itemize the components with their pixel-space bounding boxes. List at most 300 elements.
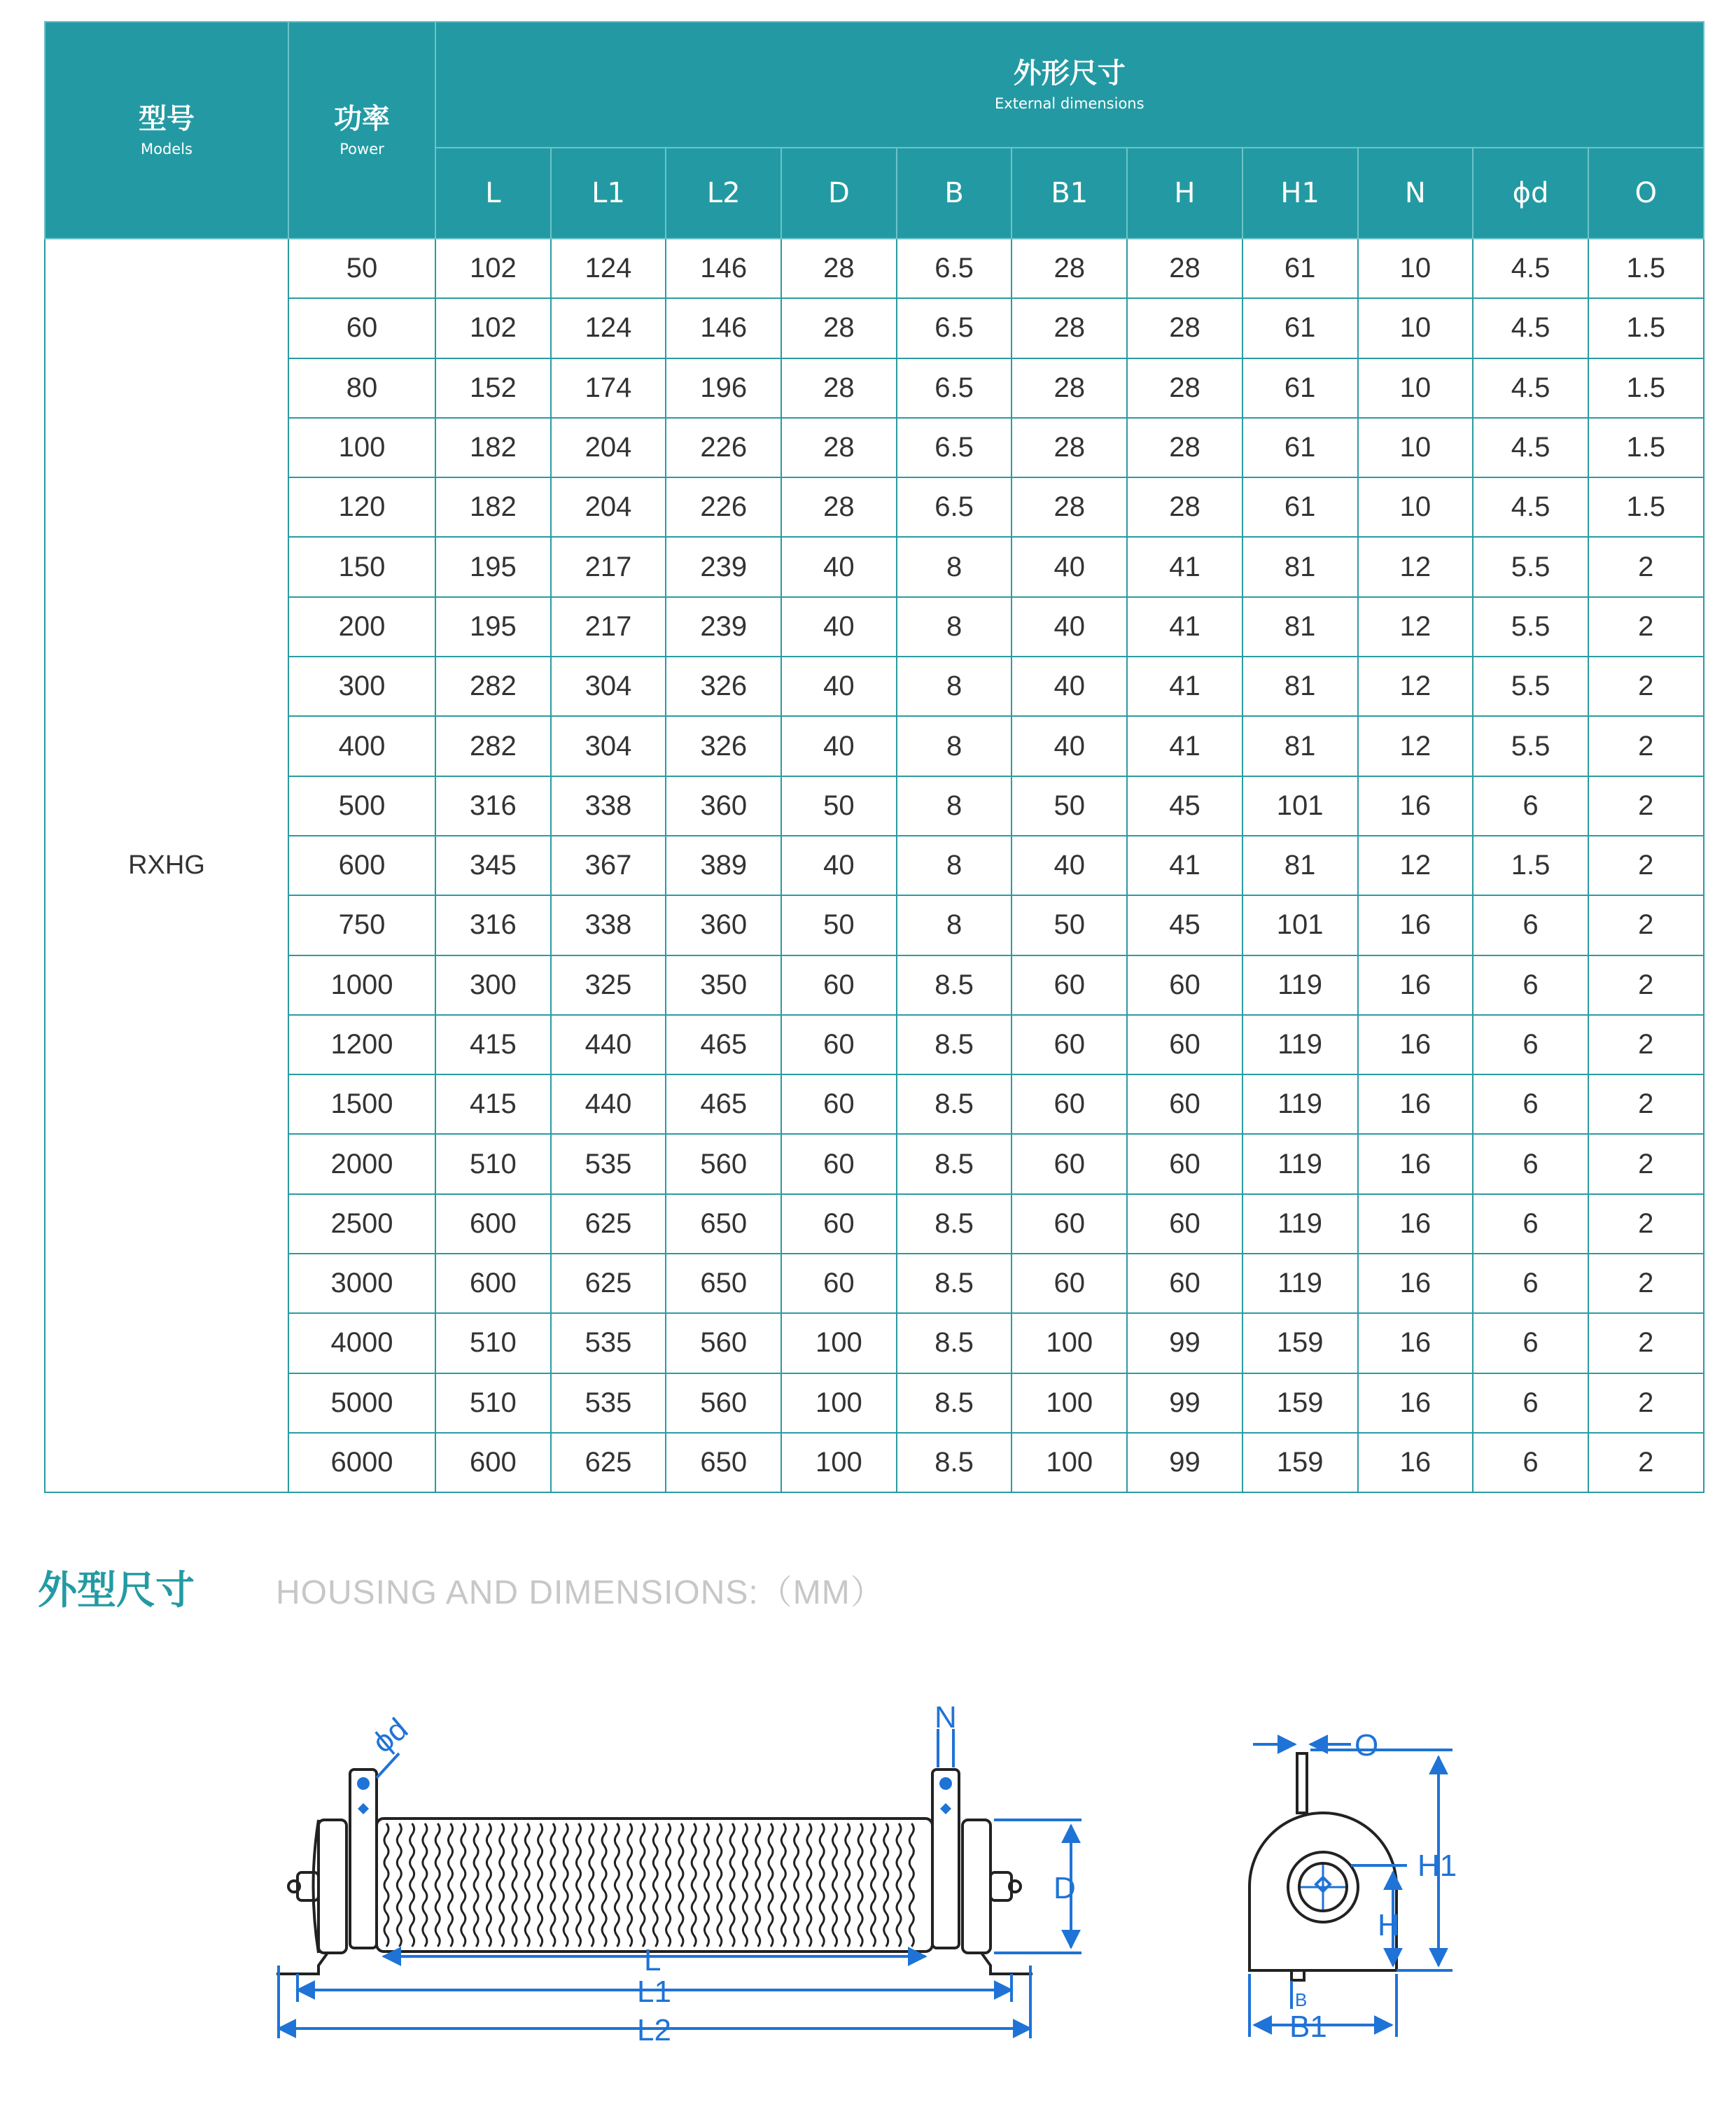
dimension-cell: 2 xyxy=(1588,1254,1704,1313)
dimension-cell: 16 xyxy=(1358,1373,1474,1433)
dimension-cell: 6 xyxy=(1473,1134,1588,1193)
dimension-cell: 196 xyxy=(666,358,781,418)
dimension-cell: 16 xyxy=(1358,955,1474,1015)
power-cell: 150 xyxy=(288,537,435,596)
dimension-cell: 8 xyxy=(897,895,1012,955)
dimension-cell: 6 xyxy=(1473,776,1588,836)
power-cell: 750 xyxy=(288,895,435,955)
column-header: B xyxy=(897,148,1012,239)
dimension-cell: 6.5 xyxy=(897,477,1012,537)
dimension-cell: 4.5 xyxy=(1473,418,1588,477)
dimension-cell: 102 xyxy=(435,298,551,358)
table-body xyxy=(45,239,1704,1492)
power-cell: 1500 xyxy=(288,1074,435,1134)
power-cell: 80 xyxy=(288,358,435,418)
dimension-cell: 100 xyxy=(781,1313,897,1373)
dimension-cell: 119 xyxy=(1242,1074,1358,1134)
model-cell: RXHG xyxy=(45,239,288,1492)
column-header: ϕd xyxy=(1473,148,1588,239)
dimension-cell: 119 xyxy=(1242,1194,1358,1254)
dimension-cell: 124 xyxy=(551,298,666,358)
dimension-cell: 146 xyxy=(666,298,781,358)
power-cell: 500 xyxy=(288,776,435,836)
dimension-cell: 1.5 xyxy=(1588,298,1704,358)
table-row xyxy=(45,776,1704,836)
fin xyxy=(512,1823,517,1947)
header-models-en: Models xyxy=(141,141,192,157)
dimension-cell: 415 xyxy=(435,1015,551,1074)
dimension-cell: 226 xyxy=(666,477,781,537)
dimension-cell: 16 xyxy=(1358,1313,1474,1373)
power-cell: 400 xyxy=(288,716,435,776)
dimension-cell: 2 xyxy=(1588,657,1704,716)
dimension-cell: 28 xyxy=(781,358,897,418)
dimension-cell: 2 xyxy=(1588,1194,1704,1254)
label-b1: B1 xyxy=(1289,2010,1327,2044)
dimension-cell: 61 xyxy=(1242,477,1358,537)
dimension-cell: 560 xyxy=(666,1134,781,1193)
dimension-cell: 440 xyxy=(551,1074,666,1134)
dimension-cell: 316 xyxy=(435,776,551,836)
fin xyxy=(909,1823,913,1947)
power-cell: 600 xyxy=(288,836,435,895)
dimension-cell: 350 xyxy=(666,955,781,1015)
dimension-cell: 2 xyxy=(1588,716,1704,776)
fin xyxy=(820,1823,824,1947)
dimension-cell: 6 xyxy=(1473,1194,1588,1254)
dimension-cell: 8.5 xyxy=(897,1433,1012,1492)
dimension-cell: 16 xyxy=(1358,1015,1474,1074)
fin xyxy=(769,1823,773,1947)
dimension-cell: 28 xyxy=(1011,239,1127,298)
fin xyxy=(871,1823,875,1947)
header-ext-cn: 外形尺寸 xyxy=(1013,57,1126,90)
power-cell: 2500 xyxy=(288,1194,435,1254)
dimension-cell: 40 xyxy=(1011,597,1127,657)
end-view-dimensions xyxy=(1250,1744,1452,2037)
fin xyxy=(615,1823,619,1947)
fin xyxy=(486,1823,491,1947)
dimension-cell: 5.5 xyxy=(1473,597,1588,657)
dimension-cell: 28 xyxy=(1127,477,1242,537)
label-d: D xyxy=(1054,1871,1076,1905)
label-phi-d: ϕd xyxy=(365,1711,414,1760)
dimension-cell: 304 xyxy=(551,657,666,716)
dimension-cell: 100 xyxy=(1011,1313,1127,1373)
table-row xyxy=(45,895,1704,955)
dimension-cell: 41 xyxy=(1127,597,1242,657)
power-cell: 120 xyxy=(288,477,435,537)
fin xyxy=(884,1823,888,1947)
fin xyxy=(833,1823,837,1947)
dimension-cell: 2 xyxy=(1588,1074,1704,1134)
dimension-cell: 6 xyxy=(1473,1254,1588,1313)
fin xyxy=(846,1823,850,1947)
dimension-cell: 217 xyxy=(551,537,666,596)
label-l: L xyxy=(644,1943,662,1977)
dimension-cell: 100 xyxy=(781,1433,897,1492)
dimension-cell: 6 xyxy=(1473,1074,1588,1134)
dimension-cell: 101 xyxy=(1242,776,1358,836)
dimension-cell: 2 xyxy=(1588,1373,1704,1433)
dimension-cell: 101 xyxy=(1242,895,1358,955)
dimension-cell: 2 xyxy=(1588,1433,1704,1492)
dimension-cell: 10 xyxy=(1358,418,1474,477)
dimension-cell: 2 xyxy=(1588,537,1704,596)
dimension-cell: 99 xyxy=(1127,1433,1242,1492)
table-row xyxy=(45,477,1704,537)
fin xyxy=(718,1823,722,1947)
fin xyxy=(525,1823,529,1947)
dimension-cell: 50 xyxy=(781,776,897,836)
dimension-cell: 28 xyxy=(1127,298,1242,358)
dimension-cell: 6.5 xyxy=(897,298,1012,358)
dimension-cell: 41 xyxy=(1127,537,1242,596)
dimension-cell: 8 xyxy=(897,537,1012,596)
dimension-cell: 61 xyxy=(1242,418,1358,477)
fin xyxy=(794,1823,799,1947)
dimension-cell: 2 xyxy=(1588,597,1704,657)
dimension-cell: 12 xyxy=(1358,836,1474,895)
table-row xyxy=(45,1194,1704,1254)
dimension-cell: 2 xyxy=(1588,1015,1704,1074)
table-row xyxy=(45,239,1704,298)
table-row xyxy=(45,537,1704,596)
dimension-cell: 217 xyxy=(551,597,666,657)
dimension-cell: 389 xyxy=(666,836,781,895)
dimension-cell: 40 xyxy=(781,537,897,596)
dimension-cell: 100 xyxy=(1011,1373,1127,1433)
dimension-cell: 28 xyxy=(781,298,897,358)
dimension-cell: 10 xyxy=(1358,298,1474,358)
dimension-cell: 8.5 xyxy=(897,955,1012,1015)
dimension-cell: 99 xyxy=(1127,1313,1242,1373)
dimension-cell: 60 xyxy=(781,1134,897,1193)
header-models xyxy=(45,22,288,239)
dimension-cell: 28 xyxy=(1127,239,1242,298)
dimension-cell: 239 xyxy=(666,537,781,596)
dimension-cell: 40 xyxy=(781,716,897,776)
power-cell: 1000 xyxy=(288,955,435,1015)
dimension-cell: 1.5 xyxy=(1588,418,1704,477)
dimension-cell: 535 xyxy=(551,1134,666,1193)
dimension-cell: 60 xyxy=(1011,1134,1127,1193)
dimension-cell: 119 xyxy=(1242,955,1358,1015)
dimension-cell: 16 xyxy=(1358,895,1474,955)
dimension-cell: 60 xyxy=(781,1074,897,1134)
dimension-cell: 40 xyxy=(1011,537,1127,596)
power-cell: 2000 xyxy=(288,1134,435,1193)
table-row xyxy=(45,1015,1704,1074)
column-header: L2 xyxy=(666,148,781,239)
dimension-cell: 10 xyxy=(1358,239,1474,298)
dimension-cell: 40 xyxy=(1011,836,1127,895)
dimension-cell: 2 xyxy=(1588,776,1704,836)
dimension-cell: 28 xyxy=(1127,358,1242,418)
dimension-cell: 60 xyxy=(1011,1074,1127,1134)
dimension-cell: 4.5 xyxy=(1473,239,1588,298)
dimension-cell: 60 xyxy=(1127,1074,1242,1134)
fin xyxy=(692,1823,696,1947)
dimension-cell: 16 xyxy=(1358,776,1474,836)
dimension-cell: 60 xyxy=(1127,1015,1242,1074)
dimension-cell: 60 xyxy=(1011,955,1127,1015)
dimension-cell: 60 xyxy=(1127,1194,1242,1254)
header-models-cn: 型号 xyxy=(139,103,195,135)
fin xyxy=(653,1823,657,1947)
column-header: B1 xyxy=(1011,148,1127,239)
dimension-cell: 1.5 xyxy=(1588,477,1704,537)
fin xyxy=(679,1823,683,1947)
fin xyxy=(564,1823,568,1947)
power-cell: 4000 xyxy=(288,1313,435,1373)
dimension-diagram xyxy=(0,1680,1736,2072)
dimension-cell: 8.5 xyxy=(897,1373,1012,1433)
dimension-cell: 304 xyxy=(551,716,666,776)
dimension-cell: 41 xyxy=(1127,836,1242,895)
dimension-cell: 81 xyxy=(1242,597,1358,657)
label-l2: L2 xyxy=(637,2013,671,2047)
column-header: H1 xyxy=(1242,148,1358,239)
header-external-dimensions xyxy=(435,22,1704,148)
power-cell: 200 xyxy=(288,597,435,657)
dimension-cell: 226 xyxy=(666,418,781,477)
table-row xyxy=(45,298,1704,358)
dimension-cell: 440 xyxy=(551,1015,666,1074)
column-header: L xyxy=(435,148,551,239)
fin xyxy=(384,1823,388,1947)
column-header: D xyxy=(781,148,897,239)
dimension-cell: 600 xyxy=(435,1433,551,1492)
dimension-cell: 2 xyxy=(1588,1313,1704,1373)
dimension-cell: 28 xyxy=(781,477,897,537)
fin xyxy=(743,1823,747,1947)
section-subtitle: HOUSING AND DIMENSIONS:（MM） xyxy=(276,1574,885,1611)
table-row xyxy=(45,1313,1704,1373)
dimension-cell: 99 xyxy=(1127,1373,1242,1433)
column-header: N xyxy=(1358,148,1474,239)
dimension-cell: 159 xyxy=(1242,1313,1358,1373)
dimension-cell: 41 xyxy=(1127,657,1242,716)
table-row xyxy=(45,1433,1704,1492)
dimension-cell: 415 xyxy=(435,1074,551,1134)
dimension-cell: 535 xyxy=(551,1373,666,1433)
dimension-cell: 300 xyxy=(435,955,551,1015)
dimension-cell: 40 xyxy=(781,836,897,895)
dimension-cell: 195 xyxy=(435,597,551,657)
dimension-cell: 16 xyxy=(1358,1433,1474,1492)
fin xyxy=(858,1823,862,1947)
dimension-cell: 81 xyxy=(1242,657,1358,716)
dimension-cell: 45 xyxy=(1127,776,1242,836)
dimension-cell: 60 xyxy=(1011,1015,1127,1074)
dimension-cell: 560 xyxy=(666,1373,781,1433)
power-cell: 50 xyxy=(288,239,435,298)
dimension-cell: 50 xyxy=(1011,776,1127,836)
dimension-cell: 1.5 xyxy=(1473,836,1588,895)
dimension-cell: 625 xyxy=(551,1194,666,1254)
dimension-cell: 6 xyxy=(1473,895,1588,955)
dimension-cell: 40 xyxy=(1011,657,1127,716)
dimension-cell: 2 xyxy=(1588,895,1704,955)
dimension-cell: 8 xyxy=(897,716,1012,776)
dimension-cell: 182 xyxy=(435,418,551,477)
fin xyxy=(589,1823,594,1947)
dimension-cell: 60 xyxy=(1127,1254,1242,1313)
dimension-cell: 10 xyxy=(1358,477,1474,537)
dimension-cell: 8.5 xyxy=(897,1194,1012,1254)
dimension-cell: 2 xyxy=(1588,1134,1704,1193)
table-row xyxy=(45,1134,1704,1193)
dimension-cell: 5.5 xyxy=(1473,657,1588,716)
dimension-cell: 12 xyxy=(1358,657,1474,716)
dimension-cell: 61 xyxy=(1242,358,1358,418)
dimension-cell: 6.5 xyxy=(897,239,1012,298)
table-row xyxy=(45,716,1704,776)
dimension-cell: 367 xyxy=(551,836,666,895)
dimension-cell: 625 xyxy=(551,1254,666,1313)
dimension-cell: 204 xyxy=(551,418,666,477)
dimension-cell: 60 xyxy=(781,1254,897,1313)
label-l1: L1 xyxy=(637,1975,671,2009)
fin xyxy=(397,1823,401,1947)
dimension-cell: 4.5 xyxy=(1473,298,1588,358)
dimension-cell: 325 xyxy=(551,955,666,1015)
dimension-cell: 1.5 xyxy=(1588,239,1704,298)
dimension-cell: 8 xyxy=(897,657,1012,716)
dimension-cell: 12 xyxy=(1358,716,1474,776)
dimension-cell: 338 xyxy=(551,895,666,955)
dimension-cell: 102 xyxy=(435,239,551,298)
dimension-cell: 40 xyxy=(1011,716,1127,776)
fin xyxy=(423,1823,427,1947)
dimension-cell: 6 xyxy=(1473,1015,1588,1074)
fin xyxy=(577,1823,581,1947)
fin xyxy=(756,1823,760,1947)
dimension-cell: 40 xyxy=(781,657,897,716)
dimension-cell: 159 xyxy=(1242,1373,1358,1433)
dimension-cell: 12 xyxy=(1358,597,1474,657)
dimension-cell: 560 xyxy=(666,1313,781,1373)
dimension-cell: 510 xyxy=(435,1373,551,1433)
power-cell: 300 xyxy=(288,657,435,716)
dimension-cell: 282 xyxy=(435,657,551,716)
dimension-cell: 50 xyxy=(1011,895,1127,955)
dimension-cell: 8 xyxy=(897,597,1012,657)
fin xyxy=(500,1823,504,1947)
dimension-cell: 60 xyxy=(1127,955,1242,1015)
dimension-cell: 239 xyxy=(666,597,781,657)
dimension-cell: 61 xyxy=(1242,298,1358,358)
dimension-cell: 81 xyxy=(1242,537,1358,596)
dimension-cell: 45 xyxy=(1127,895,1242,955)
fin xyxy=(551,1823,555,1947)
dimension-cell: 8.5 xyxy=(897,1015,1012,1074)
dimension-cell: 146 xyxy=(666,239,781,298)
dimension-cell: 60 xyxy=(781,1194,897,1254)
dimension-cell: 119 xyxy=(1242,1134,1358,1193)
dimension-cell: 28 xyxy=(781,239,897,298)
table-row xyxy=(45,1074,1704,1134)
dimension-cell: 6 xyxy=(1473,955,1588,1015)
dimension-cell: 535 xyxy=(551,1313,666,1373)
fin xyxy=(461,1823,465,1947)
dimension-cell: 159 xyxy=(1242,1433,1358,1492)
dimension-cell: 60 xyxy=(1127,1134,1242,1193)
dimension-cell: 6 xyxy=(1473,1433,1588,1492)
dimension-cell: 6.5 xyxy=(897,358,1012,418)
label-h1: H1 xyxy=(1418,1849,1457,1883)
dimension-cell: 4.5 xyxy=(1473,477,1588,537)
dimension-cell: 124 xyxy=(551,239,666,298)
fin xyxy=(628,1823,632,1947)
power-cell: 5000 xyxy=(288,1373,435,1433)
dimension-cell: 60 xyxy=(781,955,897,1015)
dimension-cell: 5.5 xyxy=(1473,716,1588,776)
fin xyxy=(730,1823,734,1947)
dimension-cell: 8.5 xyxy=(897,1074,1012,1134)
label-h: H xyxy=(1378,1908,1400,1942)
table-row xyxy=(45,955,1704,1015)
power-cell: 6000 xyxy=(288,1433,435,1492)
header-power-cn: 功率 xyxy=(334,103,390,135)
dimension-cell: 28 xyxy=(1011,418,1127,477)
dimension-cell: 50 xyxy=(781,895,897,955)
dimension-cell: 6 xyxy=(1473,1313,1588,1373)
dimension-cell: 81 xyxy=(1242,836,1358,895)
dimension-cell: 81 xyxy=(1242,716,1358,776)
dimension-cell: 152 xyxy=(435,358,551,418)
dimension-cell: 8 xyxy=(897,776,1012,836)
fin xyxy=(474,1823,478,1947)
label-n: N xyxy=(934,1700,957,1735)
header-power-en: Power xyxy=(340,141,384,157)
column-header: O xyxy=(1588,148,1704,239)
dimension-cell: 360 xyxy=(666,895,781,955)
label-b: B xyxy=(1295,1989,1308,2010)
spec-table xyxy=(44,21,1704,1493)
dimension-cell: 650 xyxy=(666,1254,781,1313)
fin xyxy=(640,1823,645,1947)
power-cell: 1200 xyxy=(288,1015,435,1074)
table-row xyxy=(45,597,1704,657)
fin xyxy=(538,1823,542,1947)
dimension-cell: 119 xyxy=(1242,1015,1358,1074)
fin xyxy=(435,1823,440,1947)
dimension-cell: 345 xyxy=(435,836,551,895)
dimension-cell: 16 xyxy=(1358,1254,1474,1313)
label-o: O xyxy=(1354,1728,1379,1763)
dimension-cell: 28 xyxy=(1011,298,1127,358)
resistor-fins xyxy=(384,1823,913,1947)
dimension-cell: 8 xyxy=(897,836,1012,895)
dimension-cell: 182 xyxy=(435,477,551,537)
dimension-cell: 60 xyxy=(1011,1254,1127,1313)
dimension-cell: 100 xyxy=(781,1373,897,1433)
dimension-cell: 625 xyxy=(551,1433,666,1492)
power-cell: 100 xyxy=(288,418,435,477)
header-ext-en: External dimensions xyxy=(995,95,1144,112)
fin xyxy=(602,1823,606,1947)
dimension-cell: 600 xyxy=(435,1194,551,1254)
fin xyxy=(666,1823,671,1947)
fin xyxy=(410,1823,414,1947)
power-cell: 60 xyxy=(288,298,435,358)
dimension-cell: 12 xyxy=(1358,537,1474,596)
dimension-cell: 338 xyxy=(551,776,666,836)
dimension-cell: 41 xyxy=(1127,716,1242,776)
dimension-cell: 195 xyxy=(435,537,551,596)
